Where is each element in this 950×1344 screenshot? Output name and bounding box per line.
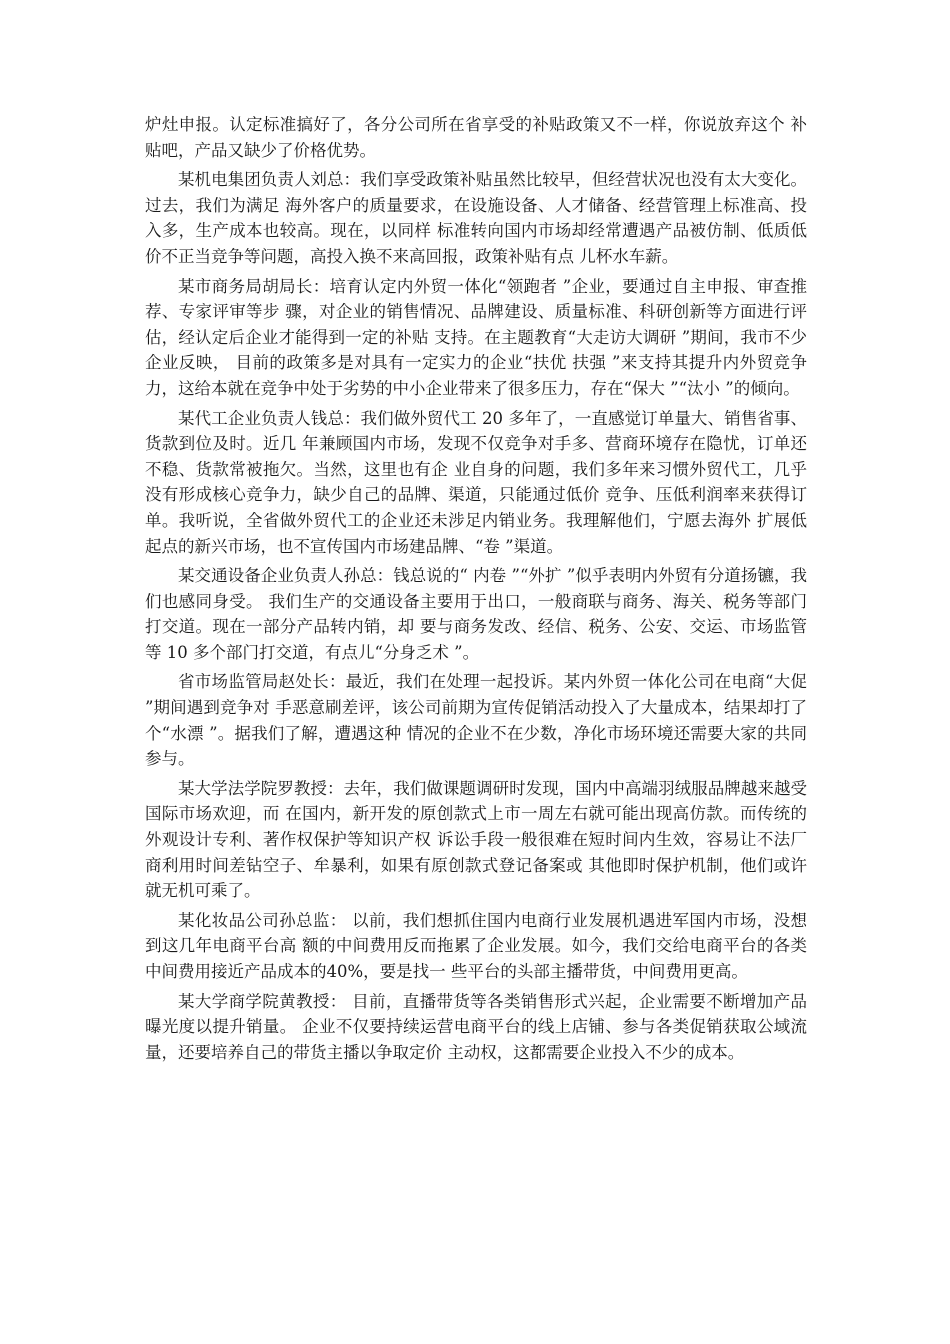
- paragraph-sun-cosmetics: 某化妆品公司孙总监： 以前，我们想抓住国内电商行业发展机遇进军国内市场，没想到这几年电商平台高 额的中间费用反而拖累了企业发展。如今，我们交给电商平台的各类中间费用接近产品成本的40%，要是找一 些平台的头部主播带货，中间费用更高。: [145, 910, 807, 981]
- paragraph-sun-transport: 某交通设备企业负责人孙总：钱总说的“ 内卷 ”“外扩 ”似乎表明内外贸有分道扬镳，我们也感同身受。 我们生产的交通设备主要用于出口，一般商联与商务、海关、税务等部门打交道。现在一部分产品转内销，却 要与商务发改、经信、税务、公安、交运、市场监管等 10 多个部门打交道，有点儿“分身乏术 ”。: [145, 566, 807, 662]
- document-page: [145, 112, 807, 1069]
- paragraph-zhao: 省市场监管局赵处长：最近，我们在处理一起投诉。某内外贸一体化公司在电商“大促 ”期间遇到竞争对 手恶意刷差评，该公司前期为宣传促销活动投入了大量成本，结果却打了个“水漂 ”。据我们了解，遭遇这种 情况的企业不在少数，净化市场环境还需要大家的共同参与。: [145, 672, 807, 769]
- paragraph-hu: 某市商务局胡局长：培育认定内外贸一体化“领跑者 ”企业，要通过自主申报、审查推荐、专家评审等步 骤，对企业的销售情况、品牌建设、质量标准、科研创新等方面进行评估，经认定后企业才能得到一定的补贴 支持。在主题教育“大走访大调研 ”期间，我市不少企业反映， 目前的政策多是对具有一定实力的企业“扶优 扶强 ”来支持其提升内外贸竞争力，这给本就在竞争中处于劣势的中小企业带来了很多压力，存在“保大 ”“汰小 ”的倾向。: [145, 276, 807, 398]
- paragraph-qian: 某代工企业负责人钱总：我们做外贸代工 20 多年了，一直感觉订单量大、销售省事、货款到位及时。近几 年兼顾国内市场，发现不仅竞争对手多、营商环境存在隐忧，订单还不稳、货款常被拖欠。当然，这里也有企 业自身的问题，我们多年来习惯外贸代工，几乎没有形成核心竞争力，缺少自己的品牌、渠道，只能通过低价 竞争、压低利润率来获得订单。我听说，全省做外贸代工的企业还未涉足内销业务。我理解他们，宁愿去海外 扩展低起点的新兴市场，也不宣传国内市场建品牌、“卷 ”渠道。: [145, 408, 807, 556]
- paragraph-luo: 某大学法学院罗教授：去年，我们做课题调研时发现，国内中高端羽绒服品牌越来越受国际市场欢迎，而 在国内，新开发的原创款式上市一周左右就可能出现高仿款。而传统的外观设计专利、著作权保护等知识产权 诉讼手段一般很难在短时间内生效，容易让不法厂商利用时间差钻空子、牟暴利，如果有原创款式登记备案或 其他即时保护机制，他们或许就无机可乘了。: [145, 778, 807, 901]
- paragraph-continuation: 炉灶申报。认定标准搞好了，各分公司所在省享受的补贴政策又不一样，你说放弃这个 补贴吧，产品又缺少了价格优势。: [145, 115, 807, 160]
- paragraph-huang: 某大学商学院黄教授： 目前，直播带货等各类销售形式兴起，企业需要不断增加产品曝光度以提升销量。 企业不仅要持续运营电商平台的线上店铺、参与各类促销获取公域流量，还要培养自己的带货主播以争取定价 主动权，这都需要企业投入不少的成本。: [145, 991, 807, 1062]
- paragraph-liu: 某机电集团负责人刘总：我们享受政策补贴虽然比较早，但经营状况也没有太大变化。过去，我们为满足 海外客户的质量要求，在设施设备、人才储备、经营管理上标准高、投入多，生产成本也较高。现在，以同样 标准转向国内市场却经常遭遇产品被仿制、低质低价不正当竞争等问题，高投入换不来高回报，政策补贴有点 儿杯水车薪。: [145, 170, 807, 266]
